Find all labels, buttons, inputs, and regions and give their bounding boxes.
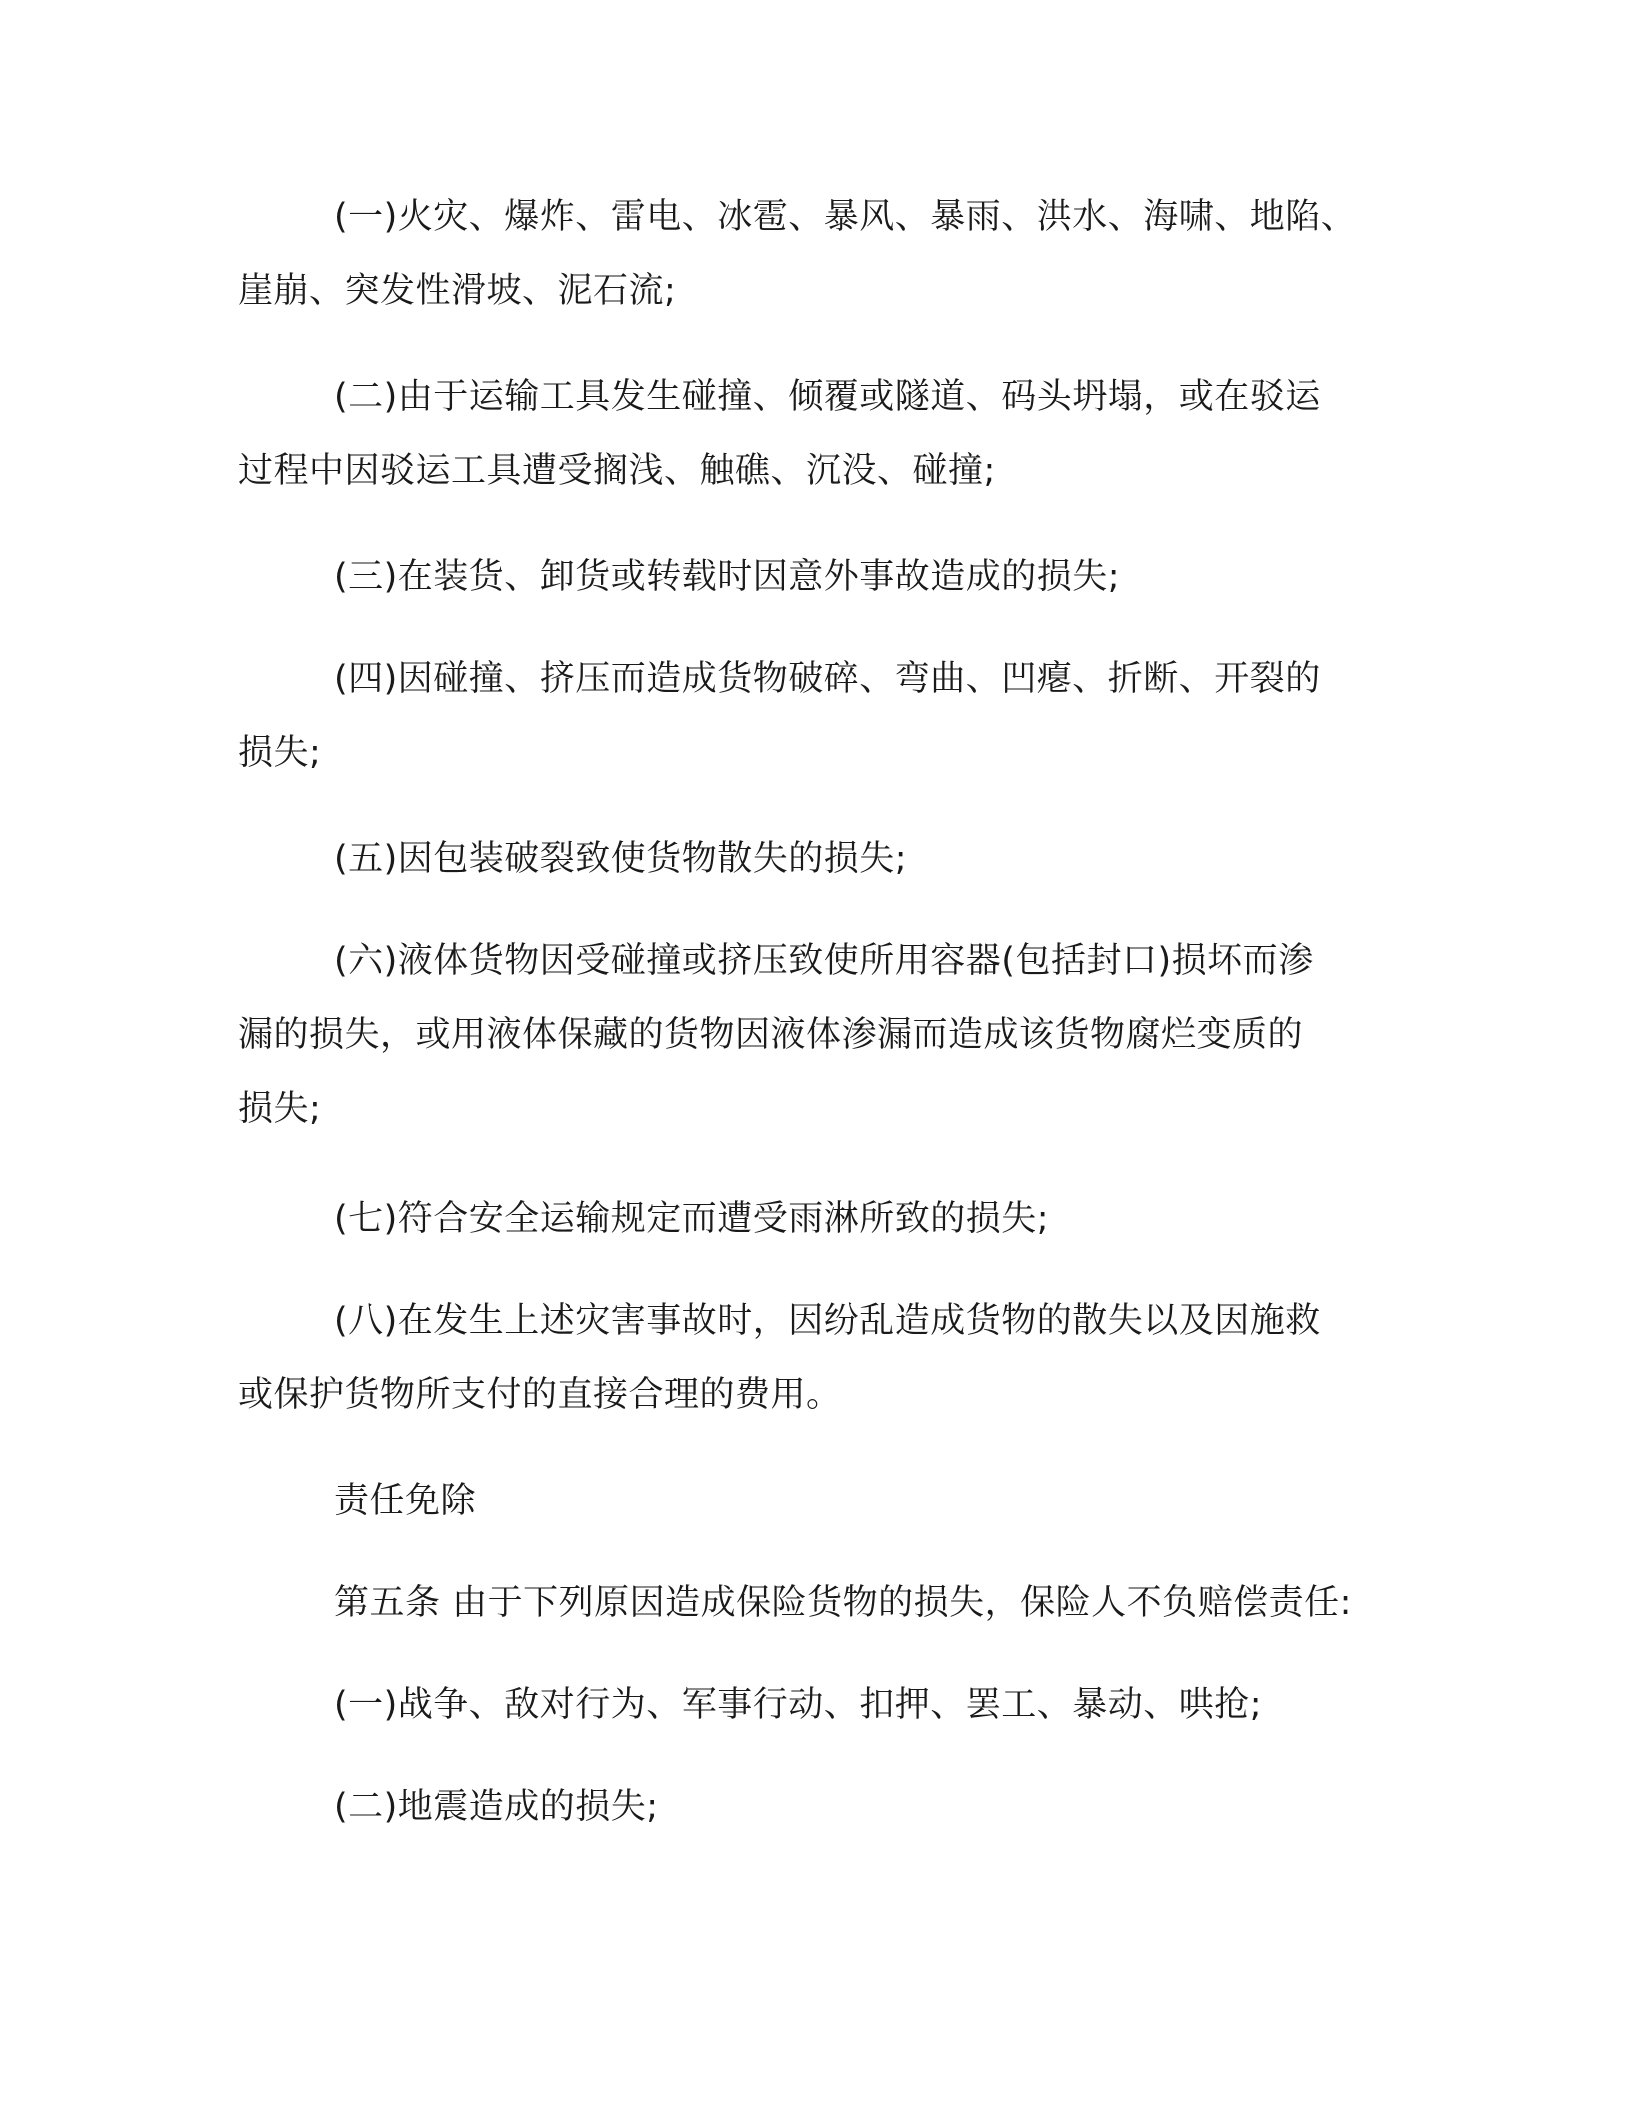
paragraph-line: (一)火灾、爆炸、雷电、冰雹、暴风、暴雨、洪水、海啸、地陷、 xyxy=(334,197,1357,237)
paragraph-item-3 xyxy=(238,540,1418,614)
paragraph-line: (六)液体货物因受碰撞或挤压致使所用容器(包括封口)损坏而渗 xyxy=(334,941,1314,981)
paragraph-line: (四)因碰撞、挤压而造成货物破碎、弯曲、凹瘪、折断、开裂的 xyxy=(334,659,1321,699)
paragraph-item-9 xyxy=(238,1668,1418,1742)
paragraph-line: (五)因包装破裂致使货物散失的损失; xyxy=(334,839,908,879)
paragraph-line: 损失; xyxy=(238,1089,322,1129)
article-paragraph xyxy=(238,1566,1418,1640)
paragraph-line: (二)地震造成的损失; xyxy=(334,1787,659,1827)
paragraph-line: 损失; xyxy=(238,733,322,773)
section-heading-text: 责任免除 xyxy=(334,1481,477,1521)
paragraph-line: 第五条 由于下列原因造成保险货物的损失，保险人不负赔偿责任: xyxy=(334,1583,1352,1623)
paragraph-line: (三)在装货、卸货或转载时因意外事故造成的损失; xyxy=(334,557,1121,597)
paragraph-item-2 xyxy=(238,360,1418,508)
paragraph-item-5 xyxy=(238,822,1418,896)
paragraph-line: (八)在发生上述灾害事故时，因纷乱造成货物的散失以及因施救 xyxy=(334,1301,1321,1341)
paragraph-line: 崖崩、突发性滑坡、泥石流; xyxy=(238,271,677,311)
paragraph-item-4 xyxy=(238,642,1418,790)
paragraph-item-10 xyxy=(238,1770,1418,1844)
paragraph-item-1 xyxy=(238,180,1418,328)
paragraph-line: (二)由于运输工具发生碰撞、倾覆或隧道、码头坍塌，或在驳运 xyxy=(334,377,1321,417)
paragraph-line: (七)符合安全运输规定而遭受雨淋所致的损失; xyxy=(334,1199,1050,1239)
paragraph-line: 或保护货物所支付的直接合理的费用。 xyxy=(238,1375,842,1415)
paragraph-item-6 xyxy=(238,924,1418,1146)
paragraph-line: 过程中因驳运工具遭受搁浅、触礁、沉没、碰撞; xyxy=(238,451,996,491)
section-heading xyxy=(238,1464,1418,1538)
paragraph-line: (一)战争、敌对行为、军事行动、扣押、罢工、暴动、哄抢; xyxy=(334,1685,1263,1725)
paragraph-item-8 xyxy=(238,1284,1418,1432)
paragraph-item-7 xyxy=(238,1182,1418,1256)
paragraph-line: 漏的损失，或用液体保藏的货物因液体渗漏而造成该货物腐烂变质的 xyxy=(238,1015,1304,1055)
